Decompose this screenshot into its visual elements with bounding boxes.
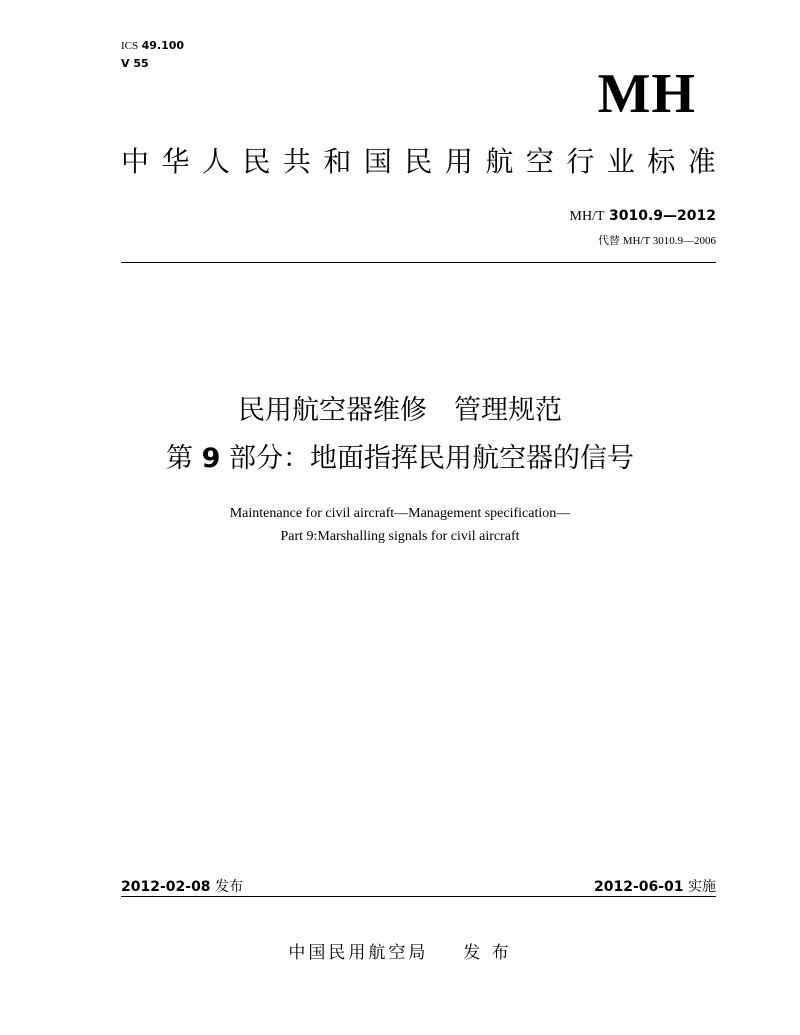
publisher-name: 中国民用航空局 xyxy=(288,943,429,963)
issue-date-value: 2012-02-08 xyxy=(121,879,211,895)
publisher-action: 发 布 xyxy=(463,943,512,963)
mh-logo: MH xyxy=(597,63,696,125)
replaces-code: MH/T 3010.9—2006 xyxy=(622,235,716,247)
standard-type-char: 民 xyxy=(242,145,271,178)
title-chinese-line2 xyxy=(0,441,800,477)
publisher xyxy=(0,942,800,964)
title-chinese-line1: 民用航空器维修 管理规范 xyxy=(238,395,562,426)
replaces-label: 代替 xyxy=(597,235,620,247)
standard-number-prefix: MH/T xyxy=(569,209,605,224)
standard-type-char: 华 xyxy=(161,145,190,178)
title-part-rest: 部分：地面指挥民用航空器的信号 xyxy=(228,443,634,474)
standard-type-char: 中 xyxy=(121,145,150,178)
standard-type-char: 业 xyxy=(606,145,635,178)
standard-type-char: 人 xyxy=(201,145,230,178)
standard-type xyxy=(121,144,716,180)
standard-type-char: 航 xyxy=(485,145,514,178)
standard-number-code: 3010.9—2012 xyxy=(609,208,716,224)
standard-type-char: 共 xyxy=(282,145,311,178)
title-part-number: 9 xyxy=(201,443,221,474)
ics-code xyxy=(121,39,184,53)
standard-type-char: 标 xyxy=(647,145,676,178)
implementation-date-label: 实施 xyxy=(688,879,716,895)
footer-divider xyxy=(121,896,716,897)
standard-type-char: 行 xyxy=(566,145,595,178)
standard-type-char: 准 xyxy=(687,145,716,178)
implementation-date xyxy=(594,878,716,896)
title-english-line2: Part 9:Marshalling signals for civil aircraft xyxy=(280,529,520,544)
issue-date xyxy=(121,878,243,896)
header-divider xyxy=(121,262,716,263)
issue-date-label: 发布 xyxy=(215,879,244,895)
title-english-line1: Maintenance for civil aircraft—Management specification— xyxy=(229,506,571,521)
standard-type-char: 和 xyxy=(323,145,352,178)
standard-type-char: 用 xyxy=(444,145,473,178)
replaces-standard xyxy=(598,234,716,248)
standard-number xyxy=(570,207,716,226)
standard-type-char: 民 xyxy=(404,145,433,178)
title-part-prefix: 第 xyxy=(166,443,193,474)
standard-type-char: 空 xyxy=(525,145,554,178)
classification-code: V 55 xyxy=(121,57,149,70)
implementation-date-value: 2012-06-01 xyxy=(593,879,684,895)
standard-type-char: 国 xyxy=(363,145,392,178)
ics-label: ICS xyxy=(121,40,139,52)
ics-value: 49.100 xyxy=(141,39,185,52)
